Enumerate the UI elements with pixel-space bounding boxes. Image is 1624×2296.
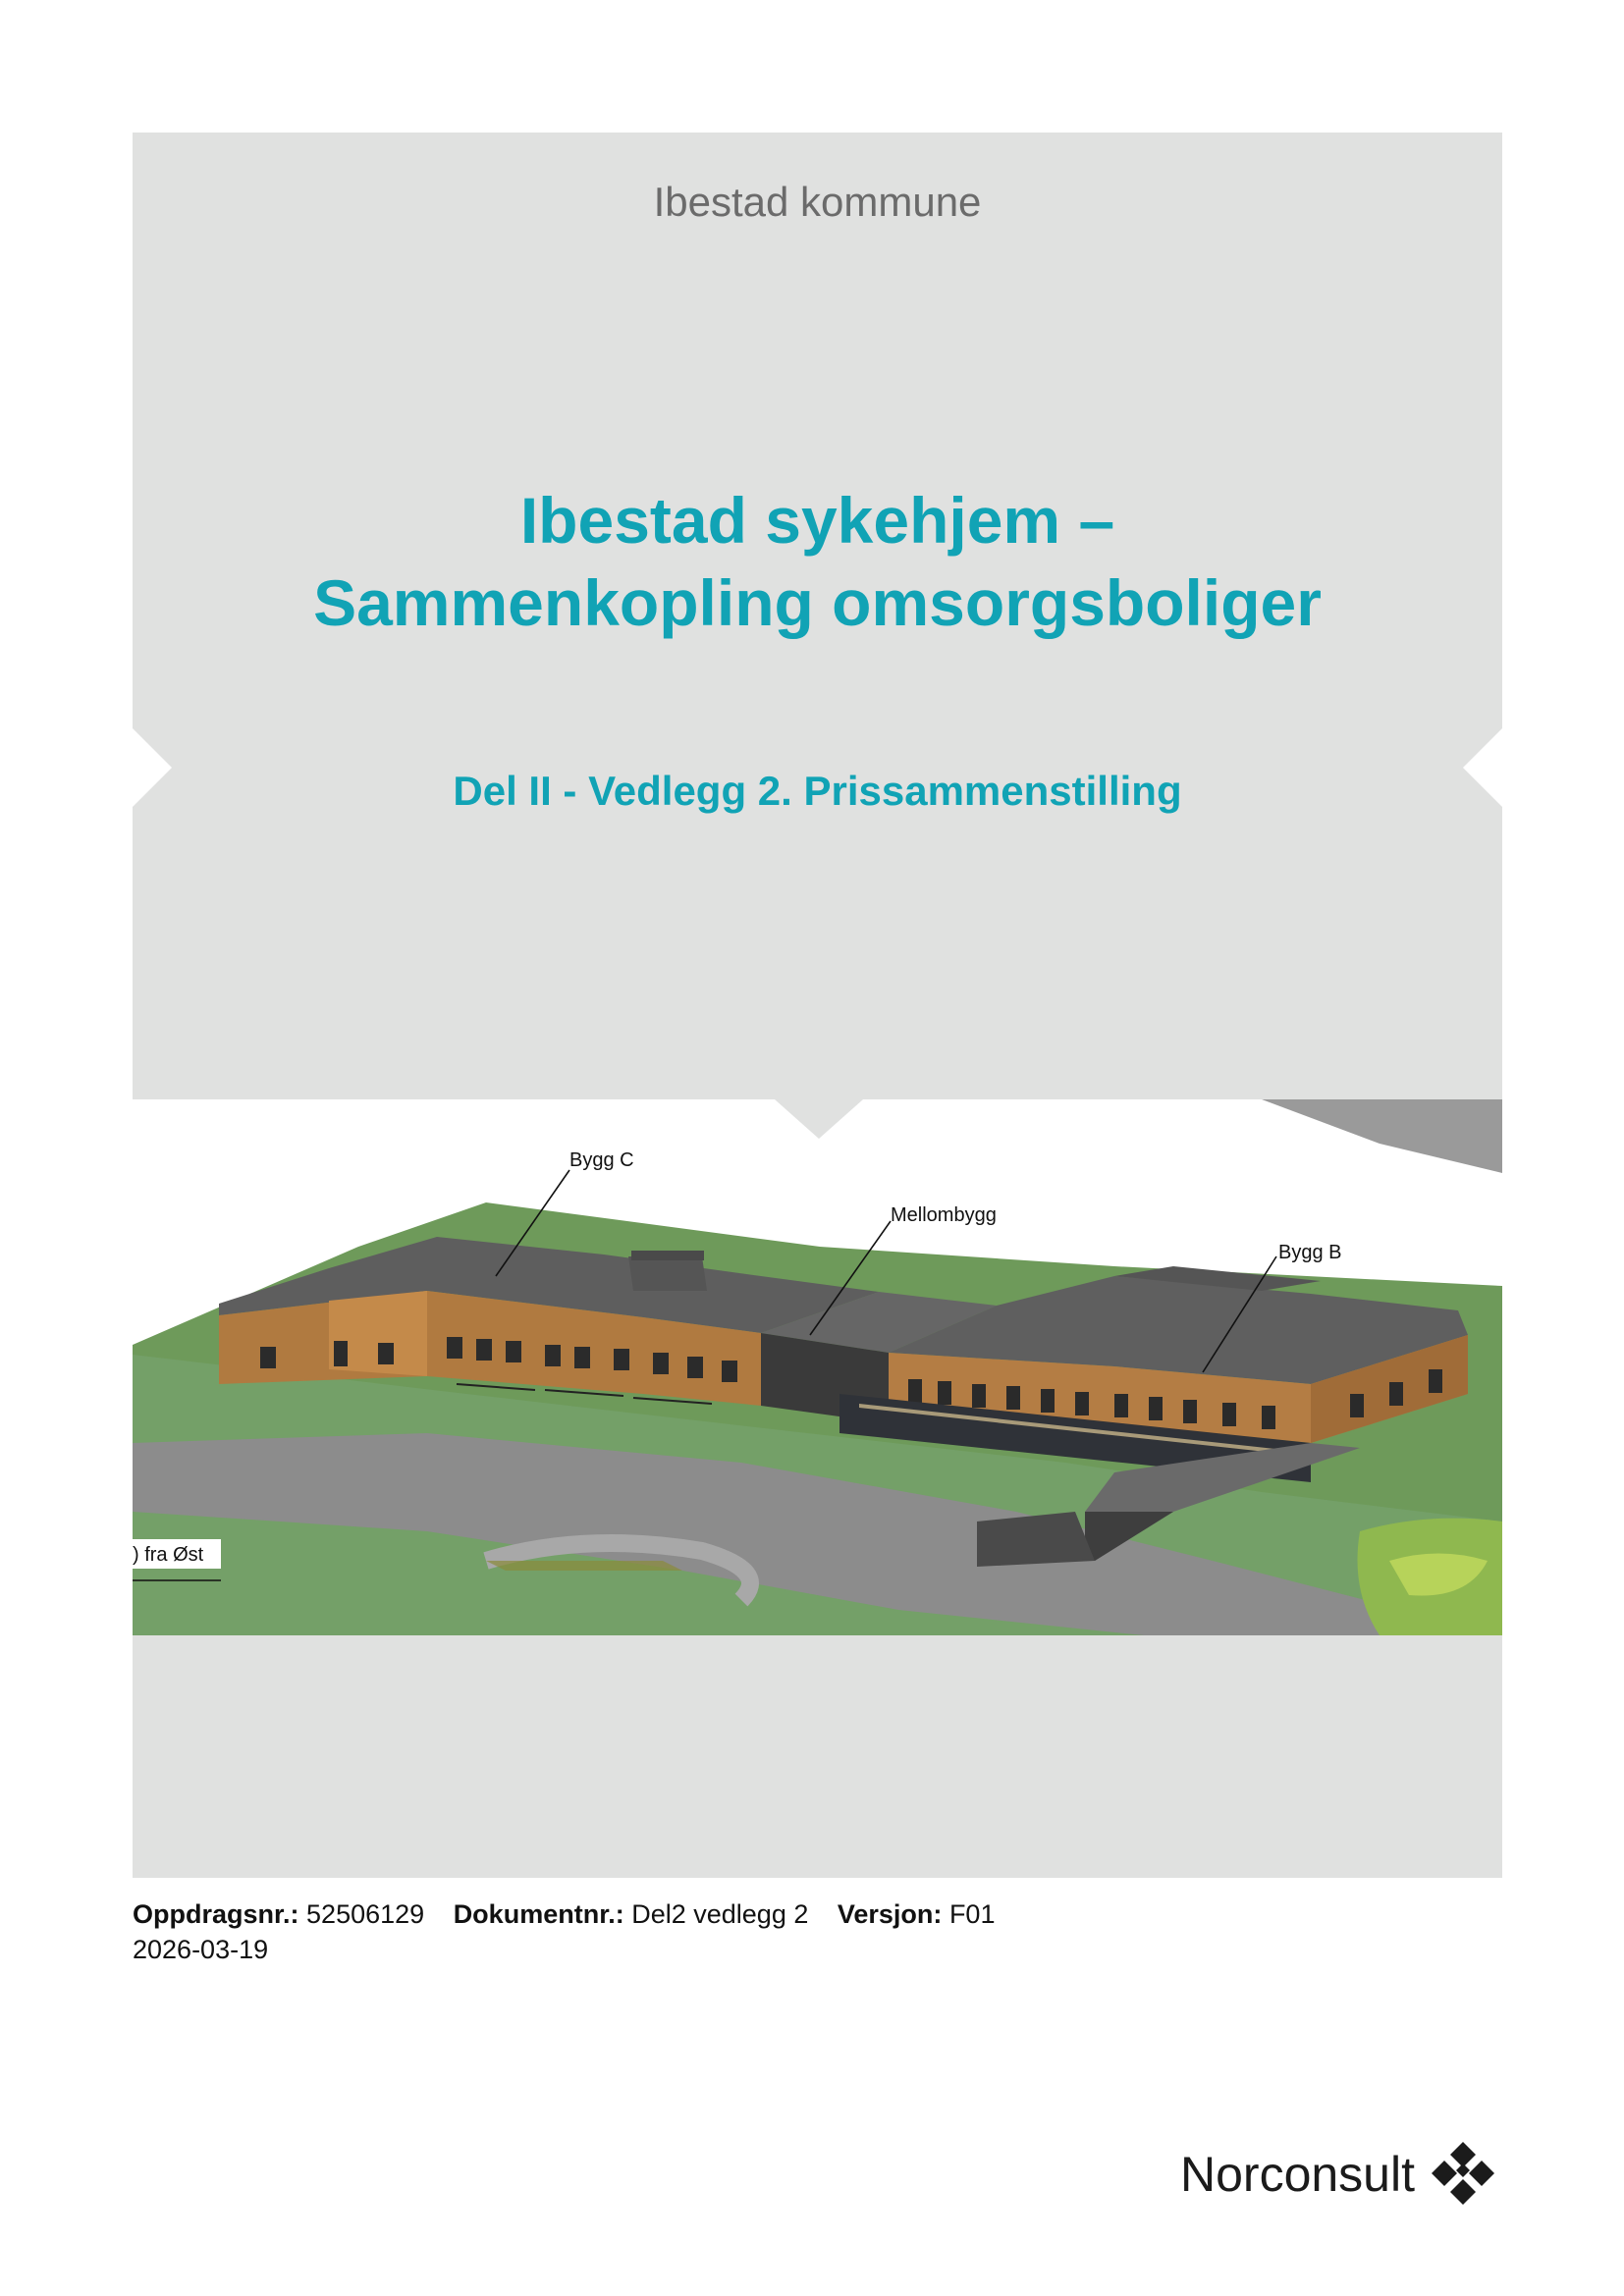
bottom-panel xyxy=(133,1635,1502,1878)
panel-pointer xyxy=(775,1099,863,1139)
dokumentnr-value: Del2 vedlegg 2 xyxy=(631,1899,809,1929)
building-rendering-svg xyxy=(133,1099,1502,1635)
client-name: Ibestad kommune xyxy=(653,179,982,225)
versjon-value: F01 xyxy=(948,1899,996,1929)
oppdragsnr-label: Oppdragsnr.: xyxy=(133,1899,299,1929)
label-view-caption: ) fra Øst xyxy=(133,1544,204,1566)
title-line-2: Sammenkopling omsorgsboliger xyxy=(313,566,1322,639)
dokumentnr-label: Dokumentnr.: xyxy=(453,1899,624,1929)
label-mellombygg: Mellombygg xyxy=(891,1204,997,1226)
document-title xyxy=(133,479,1502,644)
norconsult-diamond-icon xyxy=(1423,2140,1503,2209)
oppdragsnr-value: 52506129 xyxy=(306,1899,425,1929)
document-subtitle: Del II - Vedlegg 2. Prissammenstilling xyxy=(453,768,1182,814)
label-bygg-c: Bygg C xyxy=(569,1149,634,1171)
document-meta xyxy=(133,1896,995,1967)
label-bygg-b: Bygg B xyxy=(1278,1242,1342,1263)
title-line-1: Ibestad sykehjem – xyxy=(519,484,1115,557)
logo-text: Norconsult xyxy=(1180,2147,1415,2202)
norconsult-logo xyxy=(1180,2140,1503,2209)
meta-line-1 xyxy=(133,1896,995,1932)
building-rendering xyxy=(133,1099,1502,1635)
versjon-label: Versjon: xyxy=(837,1899,943,1929)
document-date: 2026-03-19 xyxy=(133,1935,269,1964)
